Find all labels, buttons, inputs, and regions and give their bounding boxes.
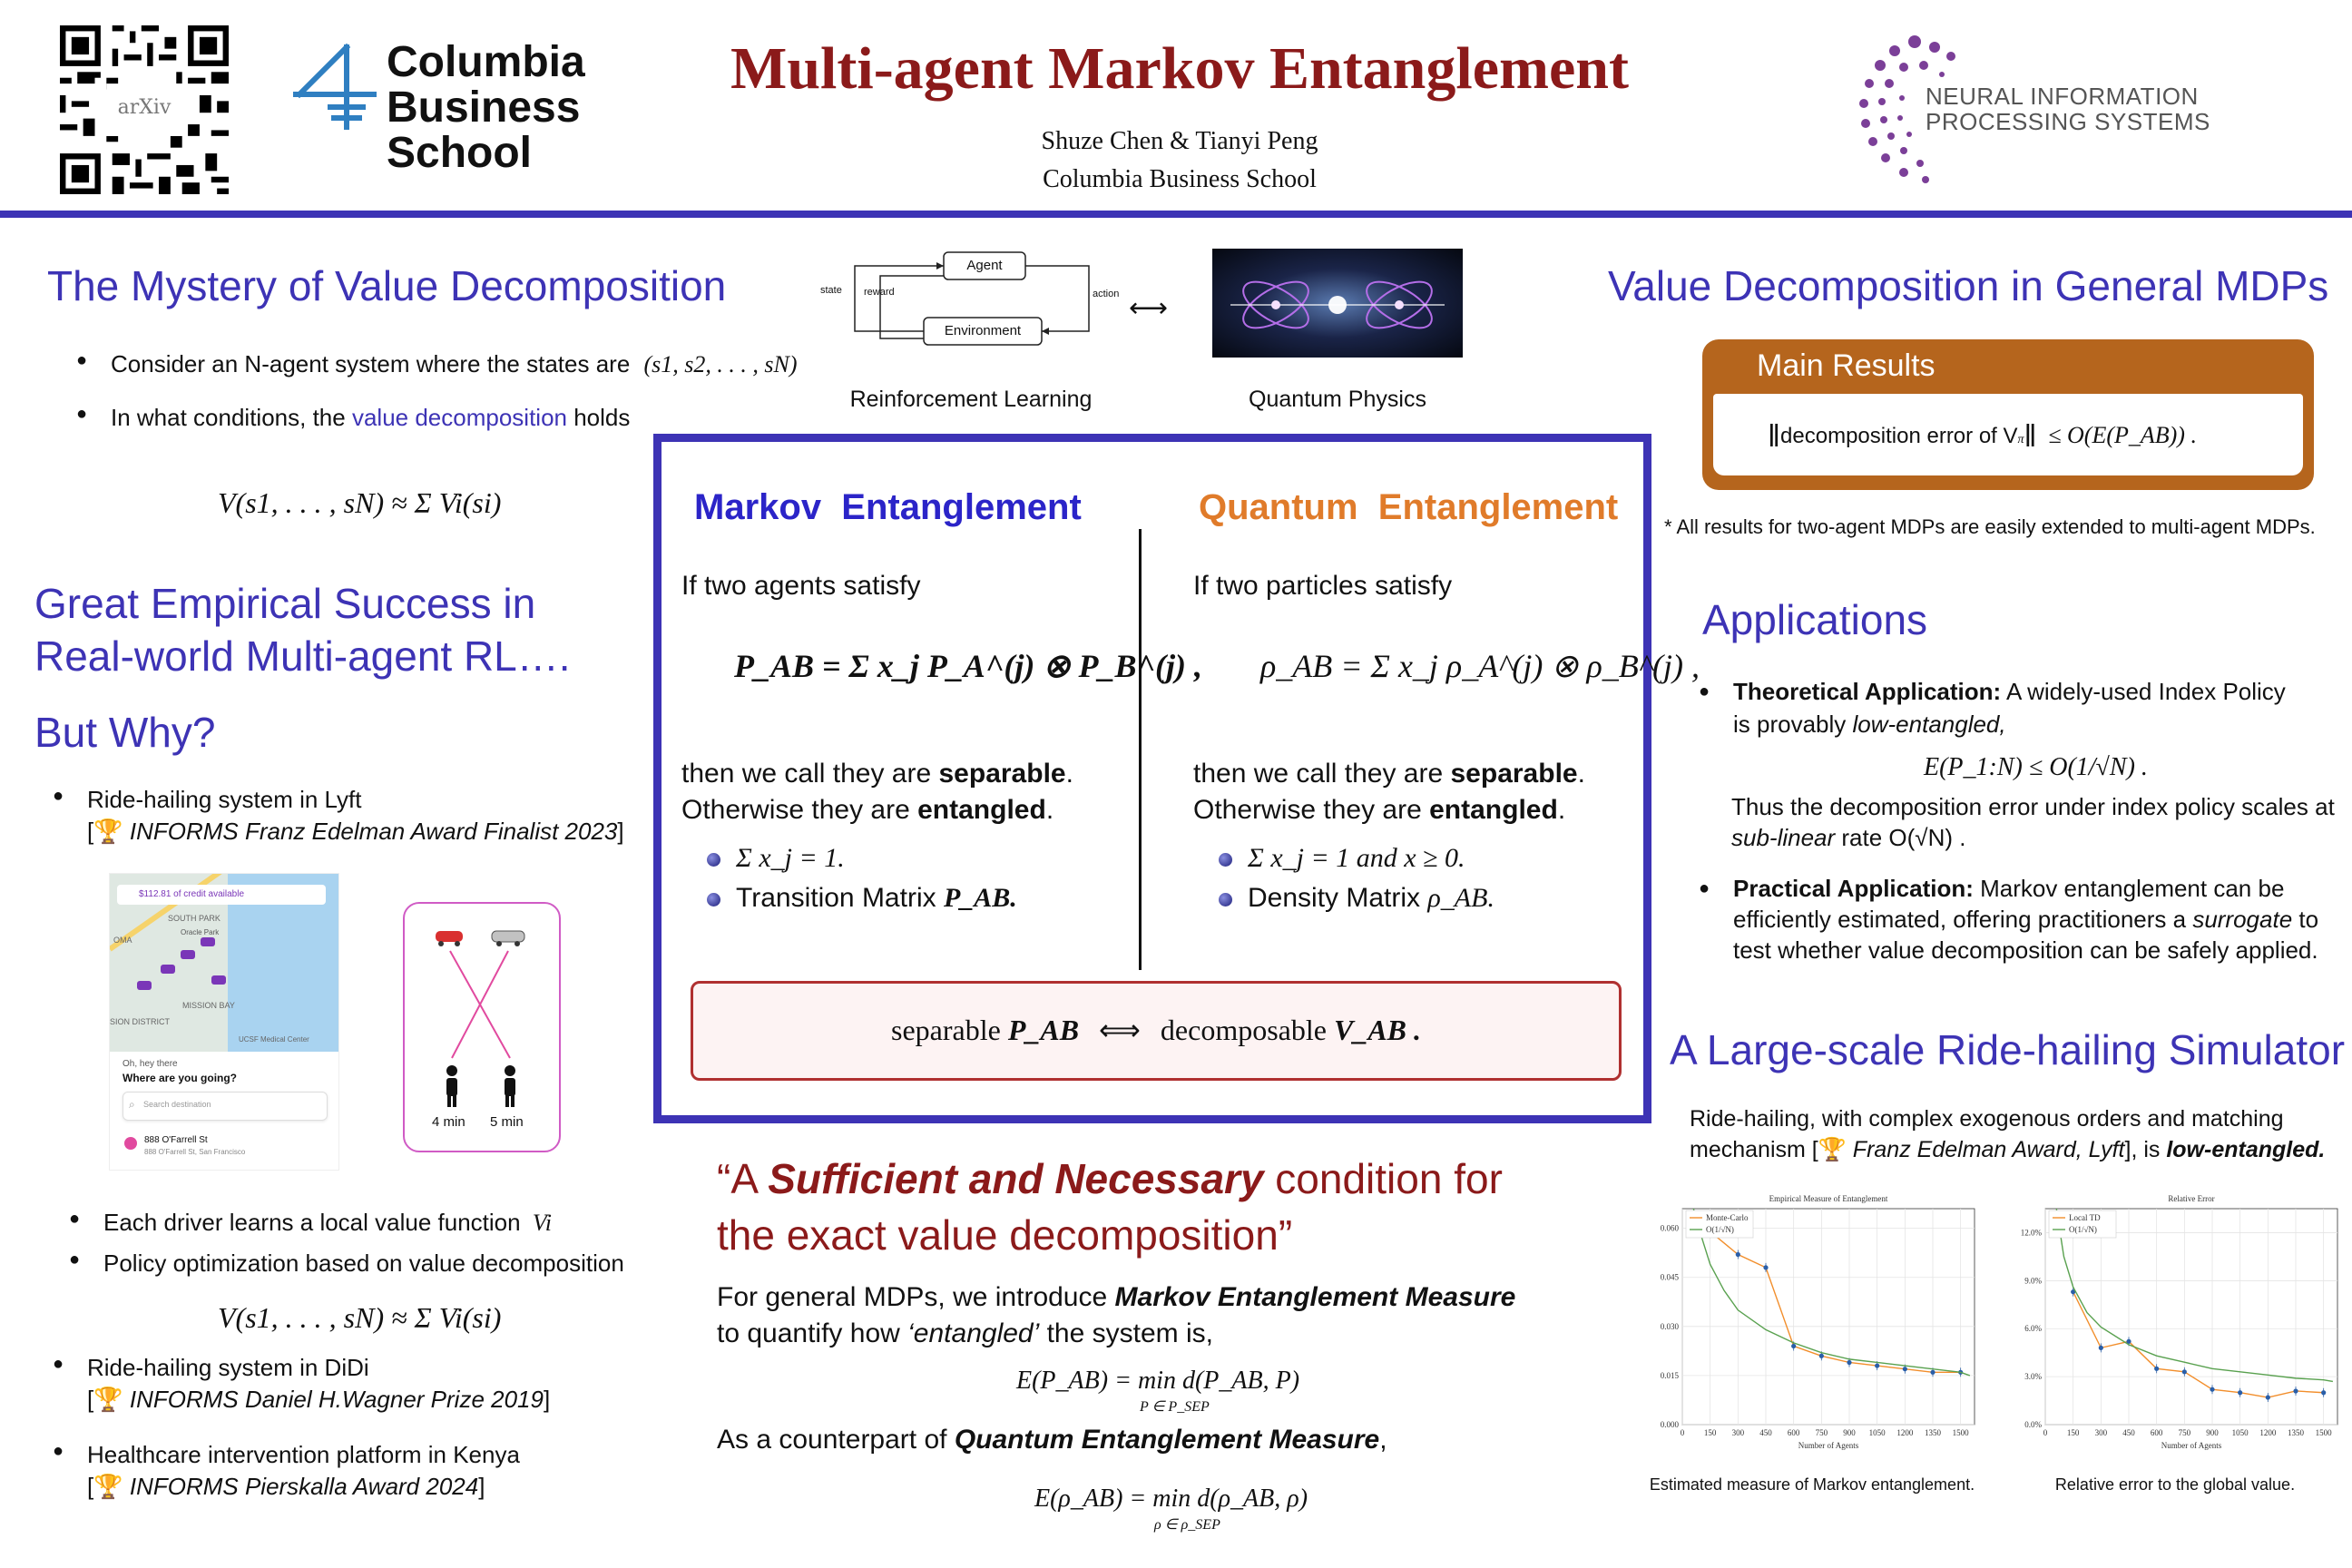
practical-l2-pre: efficiently estimated, offering practitioners a — [1733, 906, 2193, 933]
plot-frame — [1682, 1209, 1975, 1425]
x-tick-label: 1200 — [2259, 1428, 2277, 1437]
quote-open: “A — [717, 1155, 769, 1202]
columbia-crown-icon — [290, 44, 377, 131]
x-tick-label: 150 — [2066, 1428, 2080, 1437]
main-results-bound: ≤ O(E(P_AB)) . — [2048, 421, 2197, 448]
theory-l4-post: rate O(√N) . — [1835, 824, 1966, 851]
didi-award: INFORMS Daniel H.Wagner Prize 2019 — [129, 1386, 544, 1414]
quantum-dot-2-text: Density Matrix — [1248, 883, 1421, 913]
quantum-then-text: then we call they are — [1193, 759, 1451, 789]
main-results-text: decomposition error of V — [1780, 423, 2018, 448]
quantum-then: then we call they are separable. Otherwise they are entangled. — [1193, 759, 1585, 825]
qp-caption: Quantum Physics — [1249, 387, 1426, 412]
search-placeholder: Search destination — [143, 1100, 211, 1109]
theory-l4-em: sub-linear — [1731, 824, 1836, 851]
markov-measure-formula: E(P_AB) = min d(P_AB, P) — [1016, 1367, 1300, 1395]
y-tick-label: 0.030 — [1660, 1321, 1679, 1331]
x-tick-label: 1500 — [1952, 1428, 1969, 1437]
markov-dot-2-math: P_AB. — [943, 883, 1017, 913]
trophy-icon: 🏆 — [93, 818, 123, 846]
policy-text: Policy optimization based on value decomposition — [103, 1250, 624, 1278]
mystery-title: The Mystery of Value Decomposition — [47, 262, 727, 309]
markov-dots — [698, 834, 1017, 923]
didi-bullet — [34, 1352, 688, 1416]
practical-l2-post: to — [2292, 906, 2319, 933]
theory-l2-pre: is provably — [1733, 710, 1853, 738]
theory-bullet — [1681, 675, 2343, 740]
markov-dot-2 — [698, 883, 1017, 914]
driver-bullet — [51, 1207, 704, 1239]
car-icon — [137, 981, 152, 990]
kenya-bullet — [34, 1439, 688, 1503]
x-tick-label: 600 — [1787, 1428, 1800, 1437]
neurips-line-1: NEURAL INFORMATION — [1926, 83, 2199, 110]
map-label-south-park: SOUTH PARK — [168, 914, 220, 923]
theory-conclusion — [1731, 791, 2335, 853]
quantum-otherwise-text: Otherwise they are — [1193, 795, 1430, 825]
x-tick-label: 300 — [1731, 1428, 1745, 1437]
theory-bold: Theoretical Application: — [1733, 678, 2002, 705]
x-tick-label: 600 — [2150, 1428, 2163, 1437]
map-label-oracle: Oracle Park — [181, 928, 220, 936]
double-arrow-icon: ⟷ — [1129, 293, 1169, 323]
chart-2-caption: Relative error to the global value. — [2054, 1475, 2296, 1494]
lyft-text: ● Ride-hailing system in Lyft — [87, 786, 362, 813]
neurips-logo — [1851, 31, 2210, 190]
address-line-1[interactable]: 888 O'Farrell St — [144, 1135, 208, 1145]
address-pin-icon — [124, 1137, 137, 1150]
markov-dot-1-math: Σ x_j = 1. — [736, 843, 845, 873]
quote-line-2: the exact value decomposition” — [717, 1211, 1293, 1259]
quantum-dot-2-math: ρ_AB. — [1427, 883, 1494, 913]
y-tick-label: 9.0% — [2024, 1276, 2042, 1286]
theory-l3: Thus the decomposition error under index policy scales at — [1731, 793, 2335, 820]
address-line-2: 888 O'Farrell St, San Francisco — [144, 1148, 246, 1156]
header-rule — [0, 211, 2352, 218]
car-icon — [201, 937, 215, 946]
x-tick-label: 0 — [2043, 1428, 2048, 1437]
sim-text-l2-em: Franz Edelman Award, Lyft — [1846, 1137, 2125, 1162]
practical-item — [1681, 873, 2343, 965]
legend-label: O(1/√N) — [1706, 1225, 1734, 1234]
theory-text: A widely-used Index Policy — [2001, 678, 2286, 705]
kenya-text: ● Healthcare intervention platform in Kenya — [87, 1441, 520, 1469]
footnote: * All results for two-agent MDPs are easily extended to multi-agent MDPs. — [1664, 515, 2316, 538]
map-area — [110, 874, 338, 1052]
x-tick-label: 750 — [1815, 1428, 1828, 1437]
sim-text-l1: Ride-hailing, with complex exogenous orders and matching — [1690, 1106, 2284, 1132]
neurips-line-2: PROCESSING SYSTEMS — [1926, 108, 2210, 135]
didi-text: ● Ride-hailing system in DiDi — [87, 1354, 369, 1381]
rl-caption: Reinforcement Learning — [849, 387, 1093, 412]
y-tick-label: 0.000 — [1660, 1420, 1679, 1429]
search-icon: ⌕ — [129, 1098, 135, 1111]
x-tick-label: 450 — [2122, 1428, 2135, 1437]
general-bold: Markov Entanglement Measure — [1114, 1282, 1516, 1312]
kenya-award-line: [🏆 INFORMS Pierskalla Award 2024] — [87, 1473, 485, 1501]
cbs-logo-line-3: School — [387, 129, 533, 177]
map-label-mission-bay: MISSION BAY — [182, 1001, 235, 1010]
theory-item — [1681, 675, 2343, 740]
rl-environment-label: Environment — [944, 323, 1022, 338]
counterpart-line — [717, 1425, 1387, 1455]
sim-text-l2-mid: ], is — [2124, 1137, 2167, 1162]
markov-then: then we call they are separable. Otherwise they are entangled. — [681, 759, 1073, 825]
decomposition-formula-2: V(s1, . . . , sN) ≈ Σ Vi(si) — [218, 1301, 502, 1334]
legend-label: Monte-Carlo — [1706, 1213, 1749, 1222]
map-label-sion-district: SION DISTRICT — [110, 1017, 171, 1026]
x-tick-label: 450 — [1759, 1428, 1772, 1437]
sim-text-l2-pre: mechanism [ — [1690, 1137, 1818, 1162]
y-tick-label: 0.060 — [1660, 1223, 1679, 1233]
greeting: Oh, hey there — [122, 1059, 178, 1069]
main-results-statement: ‖decomposition error of Vπ‖ ≤ O(E(P_AB)) . — [1768, 419, 2197, 454]
but-why-title: But Why? — [34, 709, 216, 756]
matching-cross-icon — [405, 904, 559, 1151]
authors: Shuze Chen & Tianyi Peng — [1041, 127, 1318, 155]
general-pre: For general MDPs, we introduce — [717, 1282, 1115, 1312]
quantum-dot-1 — [1210, 843, 1494, 874]
driver-math: Vi — [532, 1210, 553, 1236]
quantum-entangled-word: entangled — [1429, 795, 1558, 825]
rl-reward-label: reward — [864, 287, 895, 298]
car-icon — [211, 975, 226, 985]
poster-title: Multi-agent Markov Entanglement — [730, 35, 1629, 102]
practical-l2-em: surrogate — [2192, 906, 2293, 933]
general-l2-pre: to quantify how — [717, 1318, 908, 1348]
trophy-icon: 🏆 — [93, 1473, 123, 1501]
x-axis-label: Number of Agents — [2161, 1441, 2222, 1450]
value-decomposition-link[interactable]: value decomposition — [351, 404, 567, 432]
equiv-left-text: separable — [891, 1014, 1001, 1046]
x-tick-label: 900 — [1843, 1428, 1856, 1437]
theory-l2-em: low-entangled, — [1852, 710, 2006, 738]
legend-label: Local TD — [2069, 1213, 2101, 1222]
x-tick-label: 750 — [2178, 1428, 2191, 1437]
markov-separable-word: separable — [938, 759, 1066, 789]
markov-then-text: then we call they are — [681, 759, 939, 789]
quantum-formula: ρ_AB = Σ x_j ρ_A^(j) ⊗ ρ_B^(j) , — [1260, 648, 1700, 684]
general-l2-post: the system is, — [1039, 1318, 1213, 1348]
markov-if: If two agents satisfy — [681, 571, 921, 601]
driver-bullets — [51, 1207, 704, 1296]
quote-bold: Sufficient and Necessary — [768, 1155, 1264, 1202]
simulator-title: A Large-scale Ride-hailing Simulator — [1670, 1026, 2346, 1073]
markov-otherwise-text: Otherwise they are — [681, 795, 918, 825]
x-tick-label: 1050 — [2231, 1428, 2249, 1437]
mystery-bullet-1-text: Consider an N-agent system where the states are — [111, 350, 631, 377]
series-line — [1710, 1231, 1961, 1372]
cbs-logo-line-2: Business — [387, 83, 581, 132]
mystery-bullet-1-math: (s1, s2, . . . , sN) — [643, 351, 798, 377]
mystery-bullet-2-post: holds — [567, 404, 631, 432]
x-axis-label: Number of Agents — [1798, 1441, 1859, 1450]
main-results-box — [1702, 339, 2314, 490]
equivalence-box — [691, 981, 1622, 1081]
counterpart-bold: Quantum Entanglement Measure — [954, 1425, 1380, 1455]
y-tick-label: 0.0% — [2024, 1420, 2042, 1429]
rl-state-label: state — [820, 285, 842, 296]
mystery-bullet-2-pre: In what conditions, the — [111, 404, 352, 432]
chart-1-caption: Estimated measure of Markov entanglement. — [1649, 1475, 1975, 1494]
matching-diagram — [403, 902, 561, 1152]
trophy-icon: 🏆 — [1818, 1137, 1847, 1162]
other-applications — [34, 1352, 688, 1519]
x-tick-label: 1500 — [2315, 1428, 2332, 1437]
y-tick-label: 3.0% — [2024, 1372, 2042, 1382]
quantum-physics-image — [1212, 249, 1463, 358]
center-divider — [1139, 529, 1142, 970]
markov-dot-2-text: Transition Matrix — [736, 883, 936, 913]
match-time-2: 5 min — [490, 1114, 524, 1130]
search-destination-input[interactable] — [122, 1092, 328, 1121]
y-tick-label: 6.0% — [2024, 1324, 2042, 1334]
map-label-ucsf: UCSF Medical Center — [239, 1035, 309, 1044]
affiliation: Columbia Business School — [1043, 165, 1317, 193]
markov-measure-sub: P ∈ P_SEP — [1140, 1399, 1210, 1415]
credit-banner[interactable]: $112.81 of credit available — [117, 885, 326, 905]
y-tick-label: 12.0% — [2020, 1228, 2042, 1238]
decomposition-formula-1: V(s1, . . . , sN) ≈ Σ Vi(si) — [218, 486, 502, 519]
lyft-item — [34, 784, 670, 864]
policy-bullet — [51, 1248, 704, 1279]
map-label-oma: OMA — [113, 936, 132, 945]
x-tick-label: 1200 — [1896, 1428, 1914, 1437]
counterpart-pre: As a counterpart of — [717, 1425, 955, 1455]
markov-title: Markov Entanglement — [694, 487, 1082, 527]
chart-title: Empirical Measure of Entanglement — [1769, 1194, 1888, 1203]
quantum-measure-formula: E(ρ_AB) = min d(ρ_AB, ρ) — [1034, 1485, 1308, 1513]
main-results-title: Main Results — [1757, 348, 1936, 383]
plot-frame — [2045, 1209, 2337, 1425]
lyft-award-line: [🏆 INFORMS Franz Edelman Award Finalist 2023] — [87, 818, 624, 846]
where-prompt: Where are you going? — [122, 1072, 238, 1084]
theory-formula: E(P_1:N) ≤ O(1/√N) . — [1924, 753, 2148, 781]
match-time-1: 4 min — [432, 1114, 466, 1130]
series-line — [2073, 1292, 2324, 1397]
equiv-right-math: V_AB . — [1333, 1014, 1421, 1046]
legend-label: O(1/√N) — [2069, 1225, 2097, 1234]
x-tick-label: 1350 — [2288, 1428, 2304, 1437]
counterpart-post: , — [1379, 1425, 1387, 1455]
x-tick-label: 900 — [2206, 1428, 2219, 1437]
sim-text-l2-bold: low-entangled. — [2166, 1137, 2326, 1162]
simulator-text — [1690, 1103, 2325, 1165]
car-icon — [161, 965, 175, 974]
car-icon — [181, 950, 195, 959]
equiv-symbol: ⟺ — [1099, 1014, 1141, 1046]
entanglement-box — [653, 434, 1700, 1123]
arxiv-label: arXiv — [117, 96, 172, 119]
quote-mid: condition for — [1263, 1155, 1503, 1202]
markov-entangled-word: entangled — [917, 795, 1046, 825]
didi-award-line: [🏆 INFORMS Daniel H.Wagner Prize 2019] — [87, 1386, 551, 1414]
lyft-bullet — [34, 784, 670, 848]
practical-text: Markov entanglement can be — [1973, 875, 2285, 902]
lyft-award: INFORMS Franz Edelman Award Finalist 2023 — [129, 818, 618, 846]
general-l2-em: ‘entangled’ — [907, 1318, 1040, 1348]
general-mdp-title: Value Decomposition in General MDPs — [1608, 262, 2329, 309]
x-tick-label: 1050 — [1868, 1428, 1886, 1437]
qr-code[interactable] — [60, 25, 229, 194]
chart-title: Relative Error — [2168, 1194, 2215, 1203]
x-tick-label: 1350 — [1925, 1428, 1941, 1437]
rl-agent-label: Agent — [966, 258, 1003, 273]
quantum-separable-word: separable — [1450, 759, 1578, 789]
equiv-left-math: P_AB — [1007, 1014, 1080, 1046]
x-tick-label: 300 — [2094, 1428, 2108, 1437]
equiv-right-text: decomposable — [1160, 1014, 1327, 1046]
empirical-title-line-2: Real-world Multi-agent RL…. — [34, 632, 571, 680]
trophy-icon: 🏆 — [93, 1386, 123, 1414]
mystery-bullet-1 — [58, 348, 802, 380]
equivalence-statement — [693, 1013, 1619, 1047]
kenya-award: INFORMS Pierskalla Award 2024 — [129, 1473, 479, 1501]
x-tick-label: 150 — [1703, 1428, 1717, 1437]
markov-formula: P_AB = Σ x_j P_A^(j) ⊗ P_B^(j) , — [734, 648, 1202, 684]
quote — [717, 1151, 1503, 1263]
quantum-if: If two particles satisfy — [1193, 571, 1453, 601]
lyft-app-screenshot — [109, 873, 339, 1171]
applications-title: Applications — [1702, 596, 1928, 643]
quantum-dot-1-math: Σ x_j = 1 and x ≥ 0. — [1248, 843, 1465, 873]
quantum-measure-sub: ρ ∈ ρ_SEP — [1154, 1517, 1220, 1533]
cbs-logo-line-1: Columbia — [387, 38, 585, 86]
rl-action-label: action — [1093, 289, 1120, 299]
y-tick-label: 0.045 — [1660, 1272, 1679, 1282]
mystery-bullet-2 — [58, 402, 802, 434]
driver-text: Each driver learns a local value function — [103, 1209, 521, 1236]
quantum-title: Quantum Entanglement — [1199, 487, 1619, 527]
practical-l3: test whether value decomposition can be safely applied. — [1733, 936, 2318, 964]
quantum-dot-2 — [1210, 883, 1494, 914]
empirical-title — [34, 577, 571, 682]
main-results-body — [1713, 394, 2303, 475]
general-intro — [717, 1279, 1515, 1352]
empirical-title-line-1: Great Empirical Success in — [34, 580, 536, 627]
rl-diagram — [817, 243, 1125, 361]
y-tick-label: 0.015 — [1660, 1370, 1679, 1380]
markov-dot-1 — [698, 843, 1017, 874]
entanglement-chart — [1641, 1189, 1984, 1461]
x-tick-label: 0 — [1680, 1428, 1685, 1437]
relative-error-chart — [2004, 1189, 2347, 1461]
quantum-dots — [1210, 834, 1494, 923]
practical-bold: Practical Application: — [1733, 875, 1974, 902]
practical-bullet — [1681, 873, 2343, 982]
entangled-particles-icon — [1212, 249, 1463, 358]
